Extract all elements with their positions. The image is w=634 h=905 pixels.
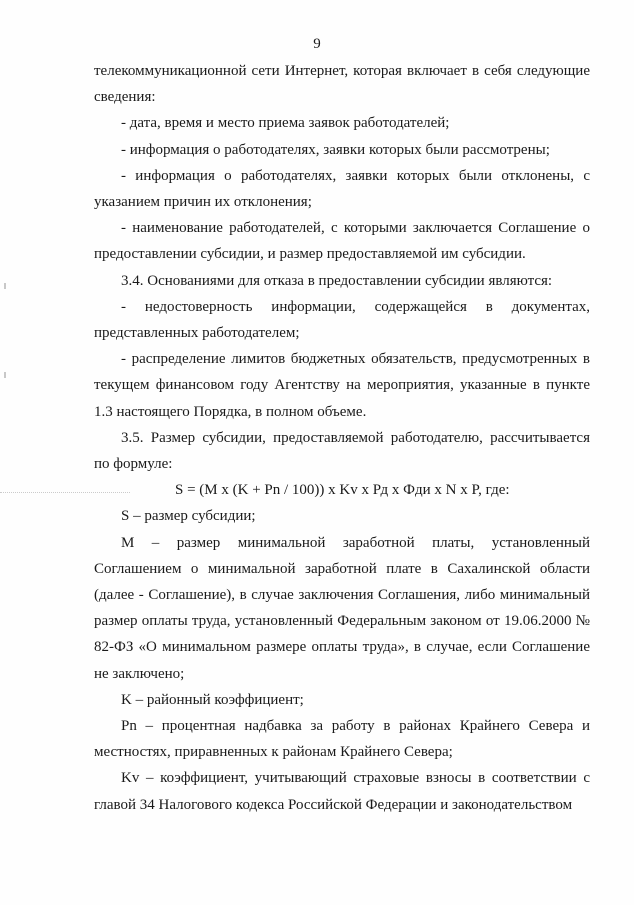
scan-artifact: [4, 372, 6, 378]
definition-kv: Kv – коэффициент, учитывающий страховые взносы в соответствии с главой 34 Налогового кодекса Российской Федерации и законодательством: [94, 770, 590, 813]
list-item-limits: - распределение лимитов бюджетных обязательств, предусмотренных в текущем финансовом году Агентству на мероприятия, указанные в пункте 1.3 настоящего Порядка, в полном объеме.: [94, 351, 590, 420]
document-body: [94, 58, 590, 818]
paragraph-3-4: 3.4. Основаниями для отказа в предоставлении субсидии являются:: [121, 272, 553, 289]
list-item-agreement: - наименование работодателей, с которыми заключается Соглашение о предоставлении субсидии, и размер предоставляемой им субсидии.: [94, 220, 590, 263]
paragraph-3-5: 3.5. Размер субсидии, предоставляемой работодателю, рассчитывается по формуле:: [94, 429, 590, 473]
list-item-rejected: - информация о работодателях, заявки которых были отклонены, с указанием причин их отклонения;: [94, 167, 590, 211]
definition-pn: Pn – процентная надбавка за работу в районах Крайнего Севера и местностях, приравненных к районам Крайнего Севера;: [94, 718, 590, 761]
paragraph-intro: телекоммуникационной сети Интернет, которая включает в себя следующие сведения:: [94, 63, 590, 106]
subsidy-formula: S = (M x (K + Pn / 100)) x Kv x Рд x Фди x N x P, где:: [175, 482, 510, 499]
scan-artifact: [4, 283, 6, 289]
definition-k: K – районный коэффициент;: [121, 691, 304, 708]
list-item-dates: - дата, время и место приема заявок работодателей;: [121, 115, 450, 132]
list-item-unreliable: - недостоверность информации, содержащейся в документах, представленных работодателем;: [94, 298, 590, 342]
list-item-reviewed: - информация о работодателях, заявки которых были рассмотрены;: [121, 141, 550, 158]
definition-s: S – размер субсидии;: [121, 508, 256, 525]
page-number: 9: [313, 36, 321, 52]
definition-m: M – размер минимальной заработной платы, установленный Соглашением о минимальной заработной плате в Сахалинской области (далее - Соглашение), в случае заключения Соглашения, либо минимальный размер оплаты труда, установленный Федеральным законом от 19.06.2000 № 82-ФЗ «О минимальном размере оплаты труда», в случае, если Соглашение не заключено;: [94, 534, 590, 682]
